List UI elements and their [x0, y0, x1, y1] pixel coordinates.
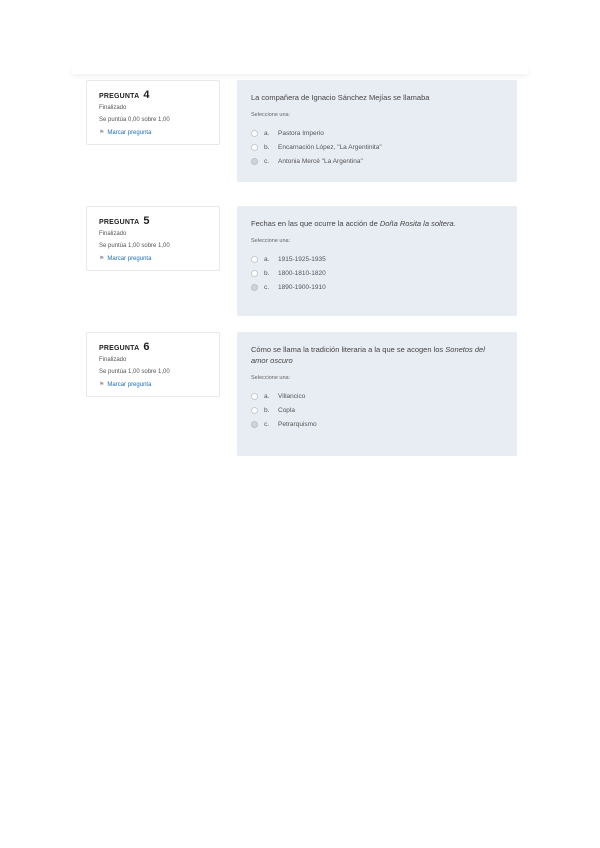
- select-instruction: Seleccione una:: [251, 238, 291, 244]
- select-instruction: Seleccione una:: [251, 375, 291, 381]
- option-text: 1915-1925-1935: [278, 255, 326, 263]
- answer-option[interactable]: [251, 389, 503, 403]
- answer-option[interactable]: [251, 126, 503, 140]
- option-letter: b.: [264, 269, 270, 277]
- radio-button[interactable]: [251, 421, 258, 428]
- flag-icon: ⚑: [99, 130, 105, 136]
- question-text: [251, 218, 503, 229]
- option-letter: a.: [264, 392, 270, 400]
- question-text-part: Doña Rosita la soltera: [379, 219, 454, 228]
- question-text-part: Sonetos del amor oscuro: [251, 345, 485, 365]
- option-text: Antonia Mercé "La Argentina": [278, 157, 363, 165]
- question-score: Se puntúa 0,00 sobre 1,00: [99, 117, 170, 123]
- question-info-panel: [86, 206, 220, 271]
- flag-question-label[interactable]: Marcar pregunta: [107, 129, 152, 136]
- question-number: 4: [143, 89, 150, 101]
- answer-option[interactable]: [251, 154, 503, 168]
- answer-options: [251, 252, 503, 294]
- option-text: Copla: [278, 406, 295, 414]
- option-letter: b.: [264, 406, 270, 414]
- question-number: 6: [143, 341, 150, 353]
- answer-option[interactable]: [251, 266, 503, 280]
- question-text-part: Cómo se llama la tradición literaria a la que se acogen los: [251, 345, 446, 354]
- question-content-panel: [237, 332, 517, 456]
- radio-button[interactable]: [251, 407, 258, 414]
- option-letter: c.: [264, 157, 270, 165]
- option-letter: b.: [264, 143, 270, 151]
- question-info-panel: [86, 332, 220, 397]
- flag-question-link[interactable]: [99, 381, 219, 388]
- option-text: 1800-1810-1820: [278, 269, 326, 277]
- question-label: PREGUNTA: [99, 345, 140, 352]
- flag-icon: ⚑: [99, 382, 105, 388]
- flag-icon: ⚑: [99, 256, 105, 262]
- answer-option[interactable]: [251, 403, 503, 417]
- question-header: [99, 89, 219, 101]
- question-header: [99, 215, 219, 227]
- radio-button[interactable]: [251, 144, 258, 151]
- option-text: 1890-1900-1910: [278, 283, 326, 291]
- option-letter: a.: [264, 129, 270, 137]
- question-number: 5: [143, 215, 150, 227]
- question-text-part: La compañera de Ignacio Sánchez Mejías se llamaba: [251, 93, 430, 102]
- question-status: Finalizado: [99, 357, 127, 363]
- question-text-part: .: [453, 219, 456, 228]
- radio-button[interactable]: [251, 256, 258, 263]
- question-score: Se puntúa 1,00 sobre 1,00: [99, 369, 170, 375]
- question-content-panel: [237, 206, 517, 316]
- option-letter: c.: [264, 283, 270, 291]
- option-text: Petrarquismo: [278, 420, 317, 428]
- question-content-panel: [237, 80, 517, 182]
- flag-question-link[interactable]: [99, 255, 219, 262]
- option-text: Villancico: [278, 392, 306, 400]
- question-label: PREGUNTA: [99, 219, 140, 226]
- answer-options: [251, 389, 503, 431]
- question-status: Finalizado: [99, 231, 127, 237]
- top-divider: [72, 66, 528, 74]
- question-header: [99, 341, 219, 353]
- question-label: PREGUNTA: [99, 93, 140, 100]
- radio-button[interactable]: [251, 158, 258, 165]
- question-score: Se puntúa 1,00 sobre 1,00: [99, 243, 170, 249]
- flag-question-link[interactable]: [99, 129, 219, 136]
- radio-button[interactable]: [251, 284, 258, 291]
- option-letter: a.: [264, 255, 270, 263]
- answer-option[interactable]: [251, 417, 503, 431]
- option-letter: c.: [264, 420, 270, 428]
- option-text: Encarnación López, "La Argentinita": [278, 143, 382, 151]
- answer-options: [251, 126, 503, 168]
- question-text: [251, 344, 503, 366]
- select-instruction: Seleccione una:: [251, 112, 291, 118]
- answer-option[interactable]: [251, 252, 503, 266]
- option-text: Pastora Imperio: [278, 129, 324, 137]
- radio-button[interactable]: [251, 130, 258, 137]
- question-info-panel: [86, 80, 220, 145]
- flag-question-label[interactable]: Marcar pregunta: [107, 255, 152, 262]
- flag-question-label[interactable]: Marcar pregunta: [107, 381, 152, 388]
- question-text: [251, 92, 503, 103]
- radio-button[interactable]: [251, 270, 258, 277]
- radio-button[interactable]: [251, 393, 258, 400]
- answer-option[interactable]: [251, 140, 503, 154]
- answer-option[interactable]: [251, 280, 503, 294]
- question-text-part: Fechas en las que ocurre la acción de: [251, 219, 380, 228]
- question-status: Finalizado: [99, 105, 127, 111]
